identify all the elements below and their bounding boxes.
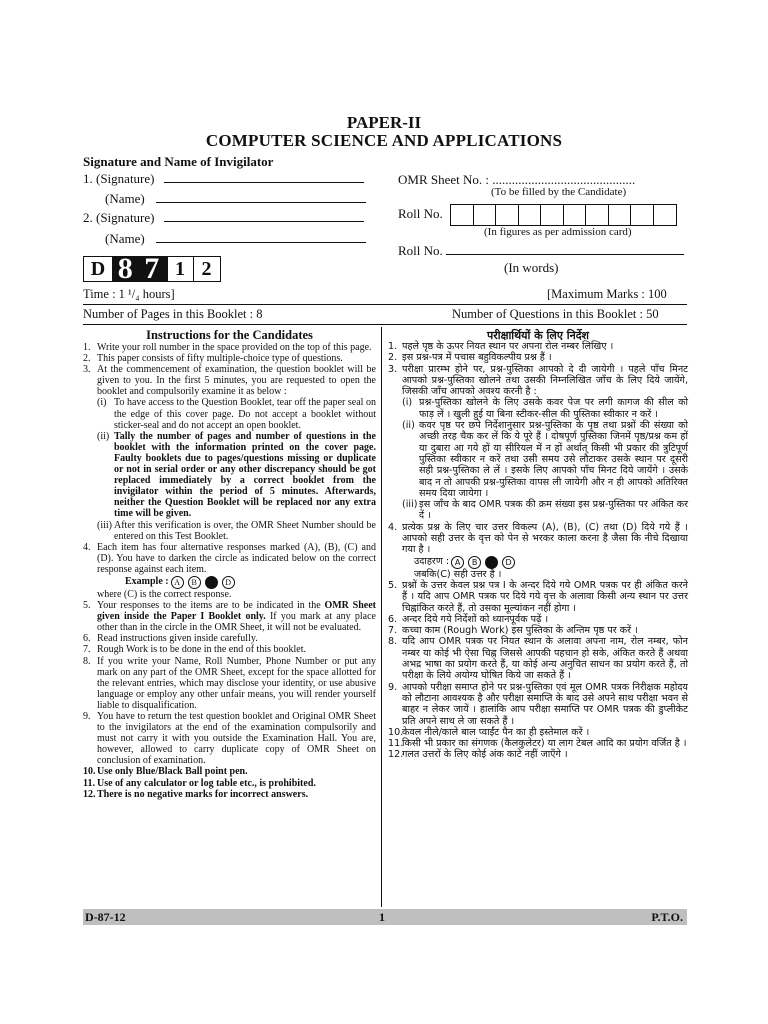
divider-mid: [83, 324, 687, 325]
maximum-marks: [Maximum Marks : 100: [547, 287, 667, 301]
roll-number-words: [398, 243, 684, 259]
list-item: 3. At the commencement of examination, the question booklet will be given to you. In the first 5 minutes, you are requested to open the booklet and compulsorily examine it as below :: [83, 364, 376, 398]
omr-sheet-number: OMR Sheet No. : ............................................: [398, 172, 636, 187]
roll-number-boxes[interactable]: [450, 204, 677, 226]
footer-pto: P.T.O.: [651, 910, 683, 924]
signature-1: [83, 171, 364, 187]
example-note: where (C) is the correct response.: [97, 588, 232, 600]
code-number: 8 7: [112, 256, 168, 282]
list-item: 10. Use only Blue/Black Ball point pen.: [83, 766, 248, 778]
example-row-hindi: उदाहरण : A B D: [388, 556, 688, 569]
hindi-instructions: [388, 341, 688, 761]
list-item: 11. किसी भी प्रकार का संगणक (कैलकुलेटर) या लाग टेबल आदि का प्रयोग वर्जित है ।: [388, 738, 687, 750]
option-c-filled-circle: [485, 556, 498, 569]
sub-item-ii: (ii) कवर पृष्ठ पर छपे निर्देशानुसार प्रश्न-पुस्तिका के पृष्ठ तथा प्रश्नों की संख्या को अच्छी तरह चैक कर लें कि ये पूरे हैं । दोषपूर्ण पुस्तिका जिनमें पृष्ठ/प्रश्न कम हों या दुबारा आ गये हों या सीरियल में न हों अर्थात् किसी भी प्रकार की त्रुटिपूर्ण पुस्तिका स्वीकार न करें तथा उसी समय उसे लौटाकर उसके स्थान पर दूसरी सही प्रश्न-पुस्तिका ले लें । इसके लिए आपको पाँच मिनट दिये जायेंगे । उसके बाद न तो आपकी प्रश्न-पुस्तिका वापस ली जायेगी और न ही आपको अतिरिक्त समय दिया जायेगा ।: [402, 420, 688, 499]
name-1-label: (Name): [105, 191, 145, 206]
list-item: 3. परीक्षा प्रारम्भ होने पर, प्रश्न-पुस्तिका आपको दे दी जायेगी । पहले पाँच मिनट आपको प्रश्न-पुस्तिका खोलने तथा उसकी निम्नलिखित जाँच के लिए दिये जायेंगे, जिसकी जाँच आपको अवश्य करनी है :: [388, 363, 688, 398]
subject-title: COMPUTER SCIENCE AND APPLICATIONS: [205, 131, 563, 150]
signature-1-label: 1. (Signature): [83, 171, 155, 186]
code-digit-2: 2: [193, 256, 221, 282]
hindi-instructions-title: परीक्षार्थियों के लिए निर्देश: [486, 329, 590, 342]
name-1-line: [156, 192, 366, 203]
roll-words-note: (In words): [504, 260, 559, 275]
option-b-circle: B: [468, 556, 481, 569]
option-d-circle: D: [222, 576, 235, 589]
sub-item-i: (i) To have access to the Question Booklet, tear off the paper seal on the edge of this cover page. Do not accept a booklet without sticker-seal and do not accept an open booklet.: [97, 397, 376, 431]
time-allowed: Time : 1 ¹/₄ hours]: [83, 287, 175, 301]
list-item: 8. यदि आप OMR पत्रक पर नियत स्थान के अलावा अपना नाम, रोल नम्बर, फोन नम्बर या कोई भी ऐसा चिह्न जिससे आपकी पहचान हो सके, अंकित करते हैं अथवा अभद्र भाषा का प्रयोग करते हैं, या कोई अन्य अनुचित साधन का प्रयोग करते हैं, तो परीक्षा के लिये अयोग्य घोषित किये जा सकते हैं ।: [388, 636, 688, 682]
name-1: [105, 191, 366, 207]
list-item: 12. There is no negative marks for incorrect answers.: [83, 788, 309, 800]
code-digit-1: 1: [166, 256, 194, 282]
name-2-line: [156, 232, 366, 243]
option-c-filled-circle: [205, 576, 218, 589]
list-item: 1. पहले पृष्ठ के ऊपर नियत स्थान पर अपना रोल नम्बर लिखिए ।: [388, 341, 614, 352]
footer-page-number: 1: [379, 910, 385, 924]
english-instructions-title: Instructions for the Candidates: [146, 328, 313, 342]
signature-2-label: 2. (Signature): [83, 210, 155, 225]
option-a-circle: A: [171, 576, 184, 589]
list-item: 7. Rough Work is to be done in the end of this booklet.: [83, 644, 306, 656]
sub-item-iii: (iii) After this verification is over, the OMR Sheet Number should be entered on this Test Booklet.: [97, 519, 376, 542]
paper-label: PAPER-II: [346, 113, 422, 132]
list-item: 4. प्रत्येक प्रश्न के लिए चार उत्तर विकल्प (A), (B), (C) तथा (D) दिये गये हैं । आपको सही उत्तर के वृत्त को पेन से भरकर काला करना है जैसा कि नीचे दिखाया गया है ।: [388, 521, 688, 556]
sub-item-i: (i) प्रश्न-पुस्तिका खोलने के लिए उसके कवर पेज पर लगी कागज की सील को फाड़ लें । खुली हुई या बिना स्टीकर-सील की पुस्तिका स्वीकार न करें ।: [402, 397, 688, 420]
english-instructions: [83, 342, 376, 800]
signature-1-line: [164, 172, 364, 183]
roll-words-line: [446, 244, 684, 255]
list-item: 2. This paper consists of fifty multiple-choice type of questions.: [83, 353, 343, 365]
roll-number-note: (In figures as per admission card): [484, 226, 632, 238]
page-count: Number of Pages in this Booklet : 8: [83, 307, 263, 321]
example-note-hindi: जबकि(C) सही उत्तर है ।: [414, 568, 502, 580]
example-row: Example : A B D: [83, 576, 376, 589]
roll-words-label: Roll No.: [398, 243, 443, 258]
list-item: 6. Read instructions given inside carefully.: [83, 633, 258, 645]
option-d-circle: D: [502, 556, 515, 569]
name-2: [105, 231, 366, 247]
omr-note: (To be filled by the Candidate): [491, 186, 627, 198]
column-divider: [381, 327, 382, 907]
footer-code: D-87-12: [85, 910, 126, 924]
list-item: 8. If you write your Name, Roll Number, Phone Number or put any mark on any part of the OMR Sheet, except for the space allotted for the relevant entries, which may disclose your identity, or use abusive language or employ any other unfair means, you will render yourself liable to disqualification.: [83, 655, 376, 711]
signature-2-line: [164, 211, 364, 222]
list-item: 12. गलत उत्तरों के लिए कोई अंक काटे नहीं जाएँगे ।: [388, 749, 568, 761]
question-count: Number of Questions in this Booklet : 50: [452, 307, 659, 321]
name-2-label: (Name): [105, 231, 145, 246]
list-item: 5. प्रश्नों के उत्तर केवल प्रश्न पत्र I के अन्दर दिये गये OMR पत्रक पर ही अंकित करने हैं । यदि आप OMR पत्रक पर दिये गये वृत्त के अलावा किसी अन्य स्थान पर उत्तर चिह्नांकित करते हैं, तो उसका मूल्यांकन नहीं होगा ।: [388, 579, 688, 614]
option-a-circle: A: [451, 556, 464, 569]
list-item: 11. Use of any calculator or log table etc., is prohibited.: [83, 777, 316, 789]
list-item: 5. Your responses to the items are to be indicated in the OMR Sheet given inside the Paper I Booklet only. If you mark at any place other than in the circle in the OMR Sheet, it will not be evaluated.: [83, 600, 376, 634]
invigilator-heading: Signature and Name of Invigilator: [83, 154, 274, 169]
list-item: 9. You have to return the test question booklet and Original OMR Sheet to the invigilators at the end of the examination compulsorily and must not carry it with you outside the Examination Hall. You are, however, allowed to carry duplicate copy of OMR Sheet on conclusion of examination.: [83, 711, 376, 767]
list-item: 7. कच्चा काम (Rough Work) इस पुस्तिका के अन्तिम पृष्ठ पर करें ।: [388, 625, 638, 637]
list-item: 2. इस प्रश्न-पत्र में पचास बहुविकल्पीय प्रश्न हैं ।: [388, 352, 552, 364]
list-item: 9. आपको परीक्षा समाप्त होने पर प्रश्न-पुस्तिका एवं मूल OMR पत्रक निरीक्षक महोदय को लौटाना आवश्यक है और परीक्षा समाप्ति के बाद उसे अपने साथ परीक्षा भवन से बाहर न लेकर जायें । हालांकि आप परीक्षा समाप्ति पर OMR पत्रक की डुप्लीकेट प्रति अपने साथ ले जा सकते हैं ।: [388, 681, 688, 727]
list-item: 6. अन्दर दिये गये निर्देशों को ध्यानपूर्वक पढ़ें ।: [388, 613, 549, 625]
signature-2: [83, 210, 364, 226]
code-letter: D: [83, 256, 113, 282]
sub-item-iii: (iii) इस जाँच के बाद OMR पत्रक की क्रम संख्या इस प्रश्न-पुस्तिका पर अंकित कर दें ।: [402, 499, 688, 522]
list-item: 10. केवल नीले/काले बाल प्वाईंट पैन का ही इस्तेमाल करें ।: [388, 726, 590, 738]
roll-number-label: Roll No.: [398, 206, 443, 221]
paper-code: [83, 252, 219, 285]
list-item: 4. Each item has four alternative responses marked (A), (B), (C) and (D). You have to darken the circle as indicated below on the correct response against each item.: [83, 541, 376, 575]
divider-top: [83, 304, 687, 305]
list-item: 1. Write your roll number in the space provided on the top of this page.: [83, 342, 372, 353]
sub-item-ii: (ii) Tally the number of pages and number of questions in the booklet with the information printed on the cover page. Faulty booklets due to pages/questions missing or duplicate or not in serial order or any other discrepancy should be got replaced immediately by a correct booklet from the invigilator within the period of 5 minutes. Afterwards, neither the Question Booklet will be replaced nor any extra time will be given.: [97, 430, 376, 520]
option-b-circle: B: [188, 576, 201, 589]
page-footer: [83, 909, 687, 925]
